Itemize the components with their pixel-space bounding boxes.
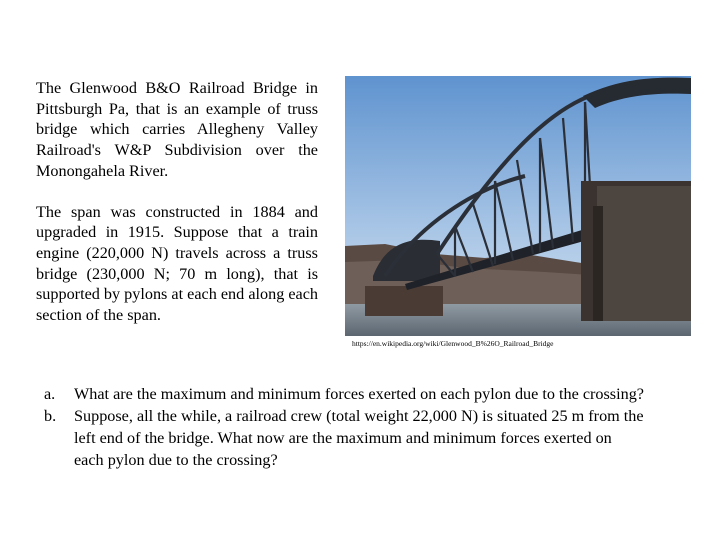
question-b <box>44 405 644 471</box>
question-text: What are the maximum and minimum forces exerted on each pylon due to the crossing? <box>74 385 644 403</box>
intro-paragraph-2: The span was constructed in 1884 and upgraded in 1915. Suppose that a train engine (220,000 N) travels across a truss bridge (230,000 N; 70 m long), that is supported by pylons at each end along each section of the span. <box>36 202 318 325</box>
question-letter: a. <box>44 385 56 403</box>
question-letter: b. <box>44 407 57 425</box>
intro-paragraph-1: The Glenwood B&O Railroad Bridge in Pittsburgh Pa, that is an example of truss bridge which carries Allegheny Valley Railroad's W&P Subdivision over the Monongahela River. <box>36 79 318 180</box>
bridge-photo <box>345 76 691 336</box>
intro-text <box>36 78 318 346</box>
image-credit: https://en.wikipedia.org/wiki/Glenwood_B%26O_Railroad_Bridge <box>352 339 554 348</box>
question-list <box>44 383 644 471</box>
question-text: Suppose, all the while, a railroad crew (total weight 22,000 N) is situated 25 m from the left end of the bridge. What now are the maximum and minimum forces exerted on each pylon due to the crossing? <box>74 407 644 469</box>
question-a <box>44 383 644 405</box>
